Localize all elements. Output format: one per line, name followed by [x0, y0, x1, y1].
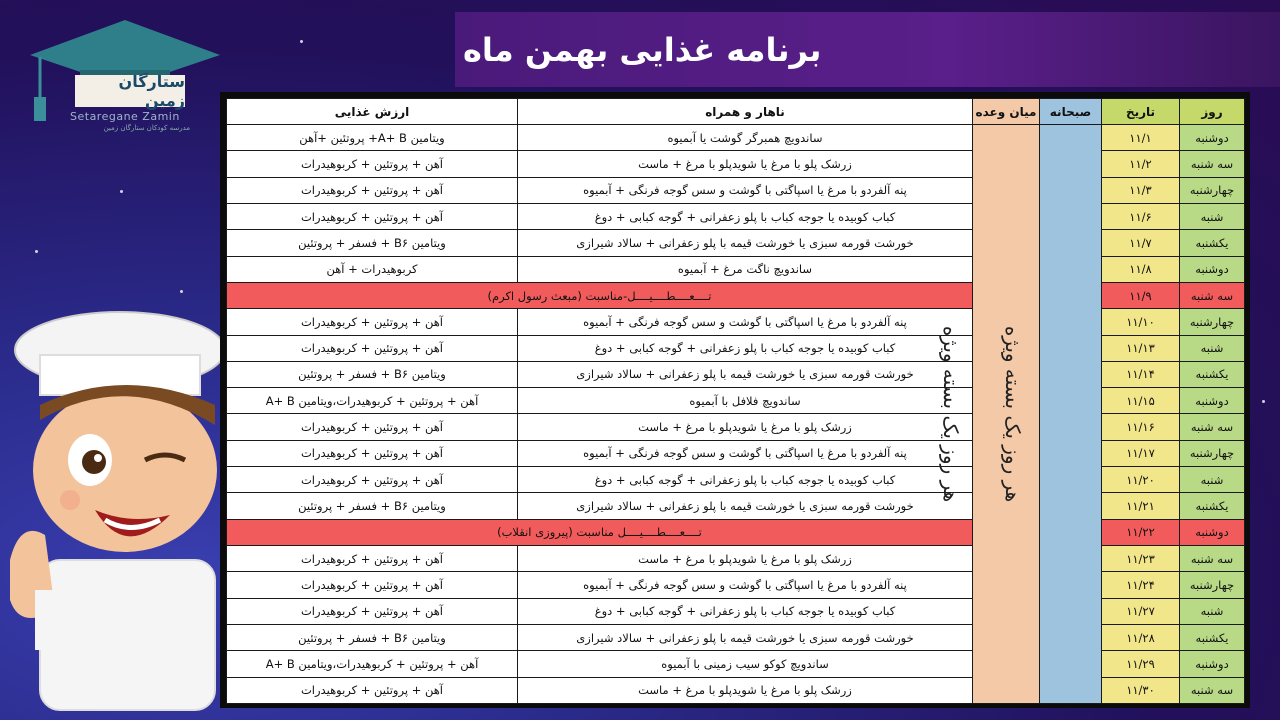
table-header-row [227, 99, 1245, 125]
day-cell: شنبه [1180, 467, 1245, 493]
header-lunch: ناهار و همراه [518, 99, 973, 125]
date-cell: ۱۱/۲۰ [1102, 467, 1180, 493]
star [1262, 400, 1265, 403]
nutrition-value-cell: ویتامین B۶ + فسفر + پروتئین [227, 493, 518, 519]
day-cell: دوشنبه [1180, 519, 1245, 545]
nutrition-value-cell: آهن + پروتئین + کربوهیدرات [227, 467, 518, 493]
date-cell: ۱۱/۳۰ [1102, 677, 1180, 703]
star [120, 190, 123, 193]
page-title: برنامه غذایی بهمن ماه [463, 30, 822, 69]
date-cell: ۱۱/۲۴ [1102, 572, 1180, 598]
date-cell: ۱۱/۱۶ [1102, 414, 1180, 440]
nutrition-value-cell: آهن + پروتئین + کربوهیدرات [227, 546, 518, 572]
date-cell: ۱۱/۷ [1102, 230, 1180, 256]
lunch-cell: کباب کوبیده یا جوجه کباب با پلو زعفرانی + گوجه کبابی + دوغ [518, 598, 973, 624]
lunch-cell: کباب کوبیده یا جوجه کباب با پلو زعفرانی + گوجه کبابی + دوغ [518, 335, 973, 361]
snack-note: هر روز یک بسته ویژه [938, 325, 963, 503]
lunch-cell: ساندویچ همبرگر گوشت یا آبمیوه [518, 125, 973, 151]
table-row [227, 125, 1245, 151]
lunch-cell: کباب کوبیده یا جوجه کباب با پلو زعفرانی + گوجه کبابی + دوغ [518, 203, 973, 229]
day-cell: سه شنبه [1180, 546, 1245, 572]
day-cell: دوشنبه [1180, 256, 1245, 282]
lunch-cell: ساندویچ کوکو سیب زمینی با آبمیوه [518, 651, 973, 677]
lunch-cell: خورشت قورمه سبزی یا خورشت قیمه با پلو زعفرانی + سالاد شیرازی [518, 624, 973, 650]
logo-name: ستارگان زمین [75, 75, 185, 107]
date-cell: ۱۱/۲۳ [1102, 546, 1180, 572]
date-cell: ۱۱/۱ [1102, 125, 1180, 151]
menu-table-container [220, 92, 1250, 708]
date-cell: ۱۱/۶ [1102, 203, 1180, 229]
day-cell: سه شنبه [1180, 151, 1245, 177]
nutrition-value-cell: آهن + پروتئین + کربوهیدرات،ویتامین A+ B [227, 388, 518, 414]
lunch-cell: پنه آلفردو با مرغ یا اسپاگتی با گوشت و سس گوجه فرنگی + آبمیوه [518, 440, 973, 466]
holiday-notice-cell: تــــعــــطــــیــــل مناسبت (پیروزی انقلاب) [227, 519, 973, 545]
lunch-cell: خورشت قورمه سبزی یا خورشت قیمه با پلو زعفرانی + سالاد شیرازی [518, 361, 973, 387]
nutrition-value-cell: کربوهیدرات + آهن [227, 256, 518, 282]
star [35, 250, 38, 253]
day-cell: یکشنبه [1180, 493, 1245, 519]
star [180, 290, 183, 293]
date-cell: ۱۱/۲ [1102, 151, 1180, 177]
logo-latin-name: Setaregane Zamin [70, 110, 180, 123]
header-nutrition-value: ارزش غذایی [227, 99, 518, 125]
nutrition-value-cell: آهن + پروتئین + کربوهیدرات [227, 151, 518, 177]
nutrition-value-cell: آهن + پروتئین + کربوهیدرات،ویتامین A+ B [227, 651, 518, 677]
nutrition-value-cell: ویتامین B۶ + فسفر + پروتئین [227, 624, 518, 650]
date-cell: ۱۱/۱۳ [1102, 335, 1180, 361]
lunch-cell: ساندویچ ناگت مرغ + آبمیوه [518, 256, 973, 282]
header-snack: میان وعده [973, 99, 1040, 125]
day-cell: سه شنبه [1180, 282, 1245, 308]
date-cell: ۱۱/۲۷ [1102, 598, 1180, 624]
lunch-cell: پنه آلفردو با مرغ یا اسپاگتی با گوشت و سس گوجه فرنگی + آبمیوه [518, 572, 973, 598]
star [300, 40, 303, 43]
page-title-banner [455, 12, 1280, 87]
logo-subtitle: مدرسه کودکان ستارگان زمین [103, 124, 190, 132]
date-cell: ۱۱/۱۷ [1102, 440, 1180, 466]
holiday-notice-cell: تــــعــــطــــیــــل-مناسبت (مبعث رسول اکرم) [227, 282, 973, 308]
nutrition-value-cell: آهن + پروتئین + کربوهیدرات [227, 440, 518, 466]
nutrition-value-cell: آهن + پروتئین + کربوهیدرات [227, 203, 518, 229]
date-cell: ۱۱/۸ [1102, 256, 1180, 282]
nutrition-value-cell: آهن + پروتئین + کربوهیدرات [227, 598, 518, 624]
day-cell: سه شنبه [1180, 677, 1245, 703]
lunch-cell: خورشت قورمه سبزی یا خورشت قیمه با پلو زعفرانی + سالاد شیرازی [518, 493, 973, 519]
table-body [227, 125, 1245, 704]
date-cell: ۱۱/۲۱ [1102, 493, 1180, 519]
day-cell: دوشنبه [1180, 651, 1245, 677]
header-breakfast: صبحانه [1040, 99, 1102, 125]
lunch-cell: پنه آلفردو با مرغ یا اسپاگتی با گوشت و سس گوجه فرنگی + آبمیوه [518, 309, 973, 335]
lunch-cell: زرشک پلو با مرغ یا شویدپلو با مرغ + ماست [518, 414, 973, 440]
date-cell: ۱۱/۲۹ [1102, 651, 1180, 677]
nutrition-value-cell: آهن + پروتئین + کربوهیدرات [227, 414, 518, 440]
day-cell: شنبه [1180, 203, 1245, 229]
date-cell: ۱۱/۹ [1102, 282, 1180, 308]
day-cell: سه شنبه [1180, 414, 1245, 440]
date-cell: ۱۱/۱۴ [1102, 361, 1180, 387]
nutrition-value-cell: ویتامین A+ B+ پروتئین +آهن [227, 125, 518, 151]
nutrition-value-cell: آهن + پروتئین + کربوهیدرات [227, 677, 518, 703]
nutrition-value-cell: آهن + پروتئین + کربوهیدرات [227, 177, 518, 203]
chef-character-illustration [0, 310, 240, 720]
day-cell: دوشنبه [1180, 125, 1245, 151]
day-cell: دوشنبه [1180, 388, 1245, 414]
breakfast-cell [1000, 125, 1102, 704]
lunch-cell: خورشت قورمه سبزی یا خورشت قیمه با پلو زعفرانی + سالاد شیرازی [518, 230, 973, 256]
day-cell: چهارشنبه [1180, 572, 1245, 598]
lunch-cell: زرشک پلو با مرغ یا شویدپلو با مرغ + ماست [518, 677, 973, 703]
day-cell: چهارشنبه [1180, 177, 1245, 203]
day-cell: یکشنبه [1180, 624, 1245, 650]
nutrition-value-cell: آهن + پروتئین + کربوهیدرات [227, 335, 518, 361]
day-cell: یکشنبه [1180, 361, 1245, 387]
day-cell: شنبه [1180, 335, 1245, 361]
nutrition-value-cell: آهن + پروتئین + کربوهیدرات [227, 309, 518, 335]
day-cell: چهارشنبه [1180, 440, 1245, 466]
date-cell: ۱۱/۱۵ [1102, 388, 1180, 414]
breakfast-note: هر روز یک بسته ویژه [1000, 325, 1025, 503]
nutrition-value-cell: آهن + پروتئین + کربوهیدرات [227, 572, 518, 598]
day-cell: شنبه [1180, 598, 1245, 624]
lunch-cell: زرشک پلو با مرغ یا شویدپلو با مرغ + ماست [518, 151, 973, 177]
lunch-cell: ساندویچ فلافل با آبمیوه [518, 388, 973, 414]
date-cell: ۱۱/۳ [1102, 177, 1180, 203]
date-cell: ۱۱/۱۰ [1102, 309, 1180, 335]
date-cell: ۱۱/۲۲ [1102, 519, 1180, 545]
meal-schedule-table [226, 98, 1245, 704]
date-cell: ۱۱/۲۸ [1102, 624, 1180, 650]
day-cell: یکشنبه [1180, 230, 1245, 256]
header-date: تاریخ [1102, 99, 1180, 125]
nutrition-value-cell: ویتامین B۶ + فسفر + پروتئین [227, 361, 518, 387]
day-cell: چهارشنبه [1180, 309, 1245, 335]
lunch-cell: پنه آلفردو با مرغ یا اسپاگتی با گوشت و سس گوجه فرنگی + آبمیوه [518, 177, 973, 203]
header-day: روز [1180, 99, 1245, 125]
nutrition-value-cell: ویتامین B۶ + فسفر + پروتئین [227, 230, 518, 256]
lunch-cell: زرشک پلو با مرغ یا شویدپلو با مرغ + ماست [518, 546, 973, 572]
lunch-cell: کباب کوبیده یا جوجه کباب با پلو زعفرانی + گوجه کبابی + دوغ [518, 467, 973, 493]
